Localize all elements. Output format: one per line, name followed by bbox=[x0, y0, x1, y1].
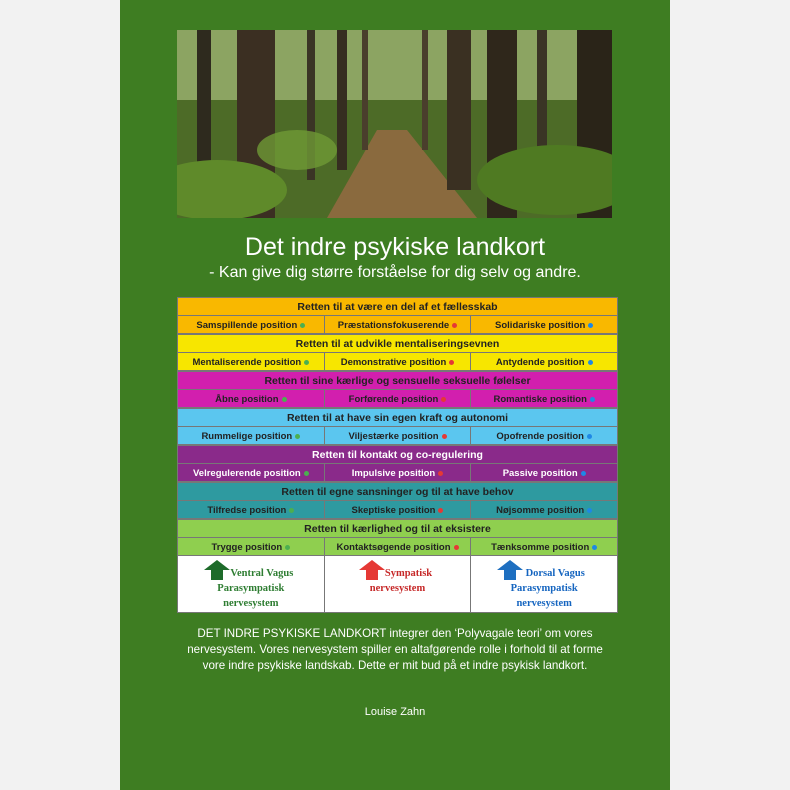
section-header: Retten til at udvikle mentaliseringsevnen bbox=[177, 334, 618, 352]
dot-icon bbox=[295, 434, 300, 439]
dot-icon bbox=[454, 545, 459, 550]
dot-icon bbox=[300, 323, 305, 328]
dot-icon bbox=[442, 434, 447, 439]
nerve-label: Parasympatisk bbox=[510, 583, 578, 594]
dot-icon bbox=[304, 360, 309, 365]
position-cell bbox=[324, 537, 471, 556]
position-label: Tilfredse position bbox=[207, 505, 287, 516]
nerve-cell bbox=[471, 556, 617, 612]
nerve-cell bbox=[325, 556, 472, 612]
section-header: Retten til at være en del af et fællesskab bbox=[177, 297, 618, 315]
position-cell bbox=[324, 315, 471, 334]
position-label: Opofrende position bbox=[496, 431, 584, 442]
nerve-label: nervesystem bbox=[223, 598, 279, 609]
position-row bbox=[177, 463, 618, 482]
nerve-label: Sympatisk bbox=[384, 568, 433, 579]
dot-icon bbox=[285, 545, 290, 550]
dot-icon bbox=[588, 360, 593, 365]
dot-icon bbox=[587, 434, 592, 439]
book-title: Det indre psykiske landkort bbox=[244, 233, 546, 261]
description-text: DET INDRE PSYKISKE LANDKORT integrer den ‘Polyvagale teori’ om vores nervesystem. Vores nervesystem spiller en altafgørende rolle i forhold til at forme vore indre psykiske landskab. Dette er mit bud på et indre psykisk landkort. bbox=[187, 627, 603, 672]
position-cell bbox=[470, 315, 618, 334]
position-row bbox=[177, 500, 618, 519]
dot-icon bbox=[289, 508, 294, 513]
position-cell bbox=[177, 463, 324, 482]
position-cell bbox=[324, 426, 471, 445]
position-label: Tænksomme position bbox=[491, 542, 590, 553]
position-row bbox=[177, 389, 618, 408]
position-label: Viljestærke position bbox=[348, 431, 439, 442]
section-header: Retten til sine kærlige og sensuelle seksuelle følelser bbox=[177, 371, 618, 389]
position-label: Velregulerende position bbox=[192, 468, 301, 479]
position-label: Mentaliserende position bbox=[192, 357, 302, 368]
forest-photo bbox=[177, 30, 612, 218]
author-name: Louise Zahn bbox=[364, 706, 426, 718]
nerve-cell bbox=[178, 556, 325, 612]
nerve-label: Ventral Vagus bbox=[230, 568, 294, 579]
position-label: Kontaktsøgende position bbox=[336, 542, 451, 553]
position-cell bbox=[177, 426, 324, 445]
position-label: Forførende position bbox=[348, 394, 439, 405]
dot-icon bbox=[452, 323, 457, 328]
position-cell bbox=[470, 537, 618, 556]
dot-icon bbox=[588, 323, 593, 328]
position-label: Trygge position bbox=[211, 542, 283, 553]
section-3 bbox=[177, 408, 618, 445]
position-label: Passive position bbox=[502, 468, 578, 479]
section-header: Retten til kærlighed og til at eksistere bbox=[177, 519, 618, 537]
section-header: Retten til kontakt og co-regulering bbox=[177, 445, 618, 463]
position-cell bbox=[177, 500, 324, 519]
position-cell bbox=[177, 537, 324, 556]
dot-icon bbox=[592, 545, 597, 550]
position-cell bbox=[470, 426, 618, 445]
position-cell bbox=[324, 389, 471, 408]
section-6 bbox=[177, 519, 618, 556]
position-cell bbox=[470, 389, 618, 408]
position-cell bbox=[470, 352, 618, 371]
position-cell bbox=[324, 352, 471, 371]
nerve-label: Dorsal Vagus bbox=[525, 568, 585, 579]
position-label: Præstationsfokuserende bbox=[337, 320, 450, 331]
position-cell bbox=[177, 315, 324, 334]
nerve-label: nervesystem bbox=[369, 583, 426, 594]
position-cell bbox=[177, 352, 324, 371]
position-label: Samspillende position bbox=[196, 320, 298, 331]
section-2 bbox=[177, 371, 618, 408]
position-label: Demonstrative position bbox=[340, 357, 447, 368]
dot-icon bbox=[438, 471, 443, 476]
nervous-system-row bbox=[177, 556, 618, 613]
dot-icon bbox=[304, 471, 309, 476]
position-row bbox=[177, 315, 618, 334]
nerve-label: nervesystem bbox=[516, 598, 572, 609]
position-label: Nøjsomme position bbox=[496, 505, 585, 516]
position-label: Impulsive position bbox=[351, 468, 436, 479]
section-header: Retten til at have sin egen kraft og autonomi bbox=[177, 408, 618, 426]
landkort-table bbox=[177, 297, 618, 613]
dot-icon bbox=[581, 471, 586, 476]
position-label: Solidariske position bbox=[495, 320, 586, 331]
position-cell bbox=[470, 500, 618, 519]
dot-icon bbox=[441, 397, 446, 402]
book-subtitle: - Kan give dig større forståelse for dig selv og andre. bbox=[209, 264, 581, 281]
position-label: Skeptiske position bbox=[351, 505, 436, 516]
position-label: Romantiske position bbox=[493, 394, 587, 405]
dot-icon bbox=[438, 508, 443, 513]
position-label: Åbne position bbox=[215, 394, 279, 405]
dot-icon bbox=[449, 360, 454, 365]
position-row bbox=[177, 426, 618, 445]
section-5 bbox=[177, 482, 618, 519]
position-cell bbox=[177, 389, 324, 408]
dot-icon bbox=[590, 397, 595, 402]
position-cell bbox=[470, 463, 618, 482]
section-4 bbox=[177, 445, 618, 482]
nerve-label: Parasympatisk bbox=[217, 583, 285, 594]
dot-icon bbox=[282, 397, 287, 402]
book-cover bbox=[120, 0, 670, 790]
section-0 bbox=[177, 297, 618, 334]
position-cell bbox=[324, 500, 471, 519]
dot-icon bbox=[587, 508, 592, 513]
position-label: Antydende position bbox=[495, 357, 585, 368]
section-1 bbox=[177, 334, 618, 371]
position-row bbox=[177, 537, 618, 556]
section-header: Retten til egne sansninger og til at have behov bbox=[177, 482, 618, 500]
position-label: Rummelige position bbox=[201, 431, 293, 442]
position-cell bbox=[324, 463, 471, 482]
position-row bbox=[177, 352, 618, 371]
